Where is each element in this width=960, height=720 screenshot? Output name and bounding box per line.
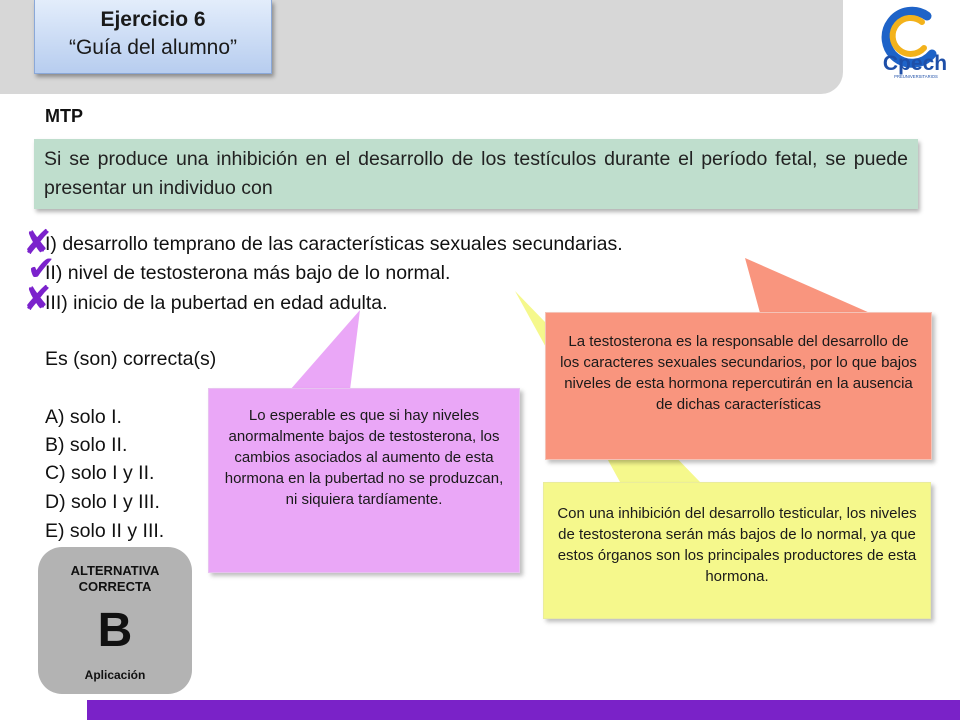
title-line1: Ejercicio 6 bbox=[100, 8, 206, 31]
salmon-callout-tail bbox=[745, 258, 870, 313]
option-d: D) solo I y III. bbox=[45, 491, 160, 513]
answer-type: Aplicación bbox=[84, 668, 146, 682]
question-text: Si se produce una inhibición en el desarrollo de los testículos durante el período fetal, se puede presentar un individuo con bbox=[44, 148, 908, 199]
option-c: C) solo I y II. bbox=[45, 462, 155, 484]
statement-3: III) inicio de la pubertad en edad adulta. bbox=[45, 292, 388, 314]
option-a: A) solo I. bbox=[45, 406, 122, 428]
yellow-callout-text: Con una inhibición del desarrollo testicular, los niveles de testosterona serán más bajos de lo normal, ya que estos órganos son los principales productores de esta hormona. bbox=[557, 505, 917, 585]
footer-bar bbox=[87, 700, 960, 720]
option-b: B) solo II. bbox=[45, 434, 128, 456]
answer-label-line1: ALTERNATIVA bbox=[70, 563, 160, 578]
pink-callout bbox=[208, 388, 520, 573]
cross-icon: ✘ bbox=[23, 280, 52, 318]
title-line2: “Guía del alumno” bbox=[68, 36, 238, 59]
answer-letter: B bbox=[97, 604, 133, 657]
option-e: E) solo II y III. bbox=[45, 520, 165, 542]
logo-subtext: PREUNIVERSITARIOS bbox=[894, 74, 938, 79]
salmon-callout-text: La testosterona es la responsable del desarrollo de los caracteres sexuales secundarios, por lo que bajos niveles de esta hormona repercutirán en la ausencia de dichas características bbox=[560, 333, 917, 413]
statement-1: I) desarrollo temprano de las características sexuales secundarias. bbox=[45, 233, 623, 255]
section-label: MTP bbox=[45, 106, 83, 126]
prompt-text: Es (son) correcta(s) bbox=[45, 348, 217, 370]
cross-icon: ✘ bbox=[23, 224, 52, 262]
pink-callout-tail bbox=[290, 310, 360, 390]
salmon-callout bbox=[545, 312, 932, 460]
logo-text: Cpech bbox=[882, 52, 948, 75]
statement-2: II) nivel de testosterona más bajo de lo normal. bbox=[45, 262, 451, 284]
pink-callout-text: Lo esperable es que si hay niveles anormalmente bajos de testosterona, los cambios asociados al aumento de esta hormona en la pubertad no se produzcan, ni siquiera tardíamente. bbox=[224, 407, 504, 508]
yellow-callout bbox=[543, 482, 931, 619]
check-icon: ✔ bbox=[27, 250, 56, 288]
answer-label-line2: CORRECTA bbox=[78, 579, 152, 594]
